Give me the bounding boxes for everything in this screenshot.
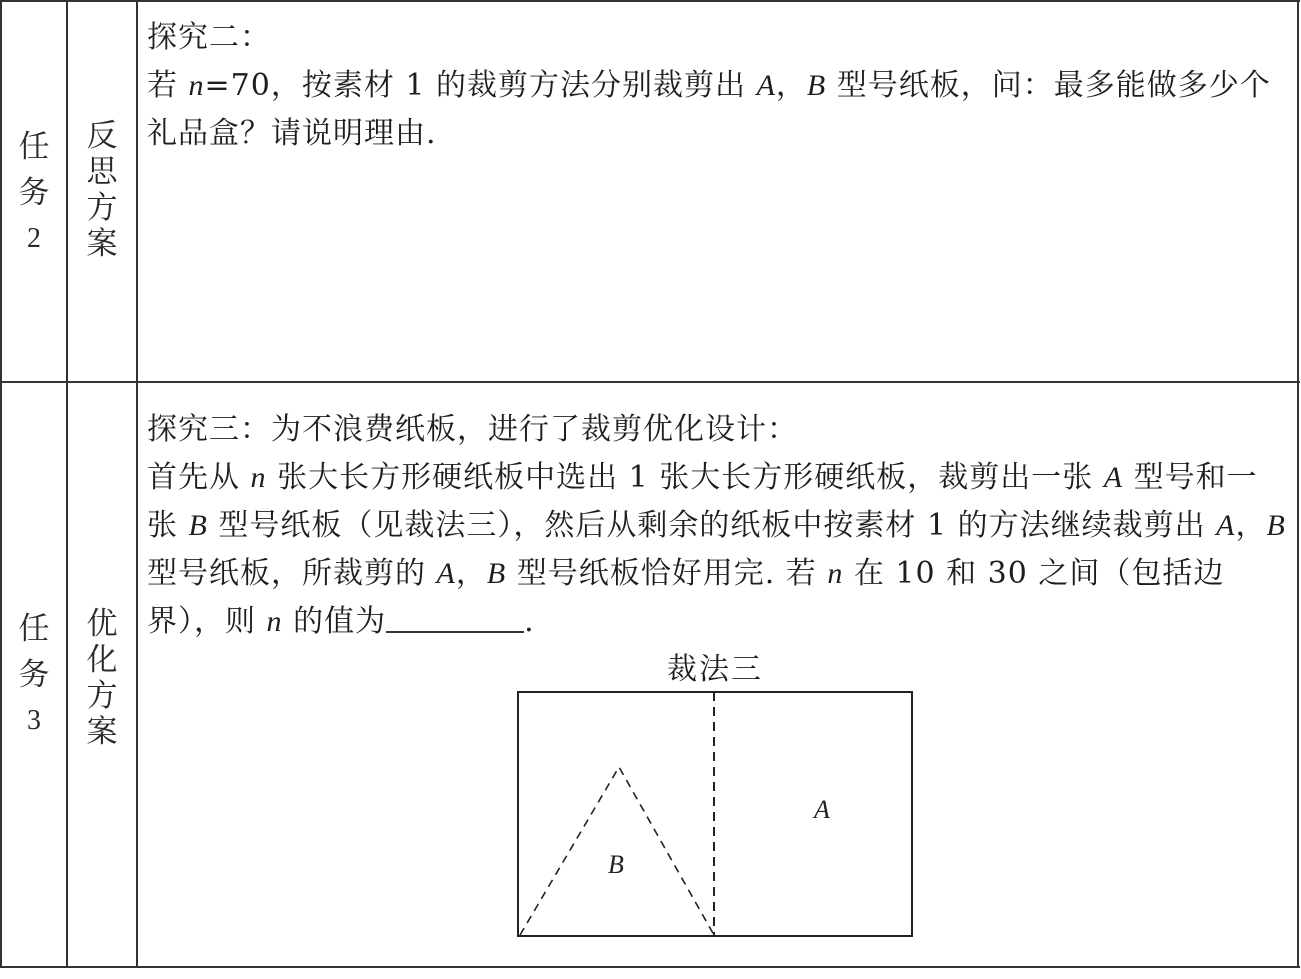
- sentence-end: .: [524, 604, 535, 639]
- label-b: B: [608, 850, 624, 879]
- triangle-b-outline: [520, 767, 714, 935]
- stage-label-reflect: [68, 118, 136, 262]
- stage-char: 案: [86, 714, 118, 750]
- task-char: 务: [18, 657, 50, 693]
- table-bottom-border: [0, 966, 1300, 968]
- label-a: A: [814, 795, 830, 824]
- column-divider-2: [136, 0, 138, 968]
- table-top-border: [0, 0, 1300, 2]
- figure-title: 裁法三: [667, 652, 763, 687]
- task-char: 任: [18, 129, 50, 165]
- answer-blank[interactable]: [386, 601, 524, 633]
- task-3-content: [147, 406, 1287, 646]
- task-number: 3: [27, 705, 41, 736]
- stage-char: 反: [86, 118, 118, 154]
- explore-three-body: [147, 454, 1287, 646]
- stage-char: 案: [86, 226, 118, 262]
- explore-three-text: 首先从 n 张大长方形硬纸板中选出 1 张大长方形硬纸板，裁剪出一张 A 型号和一张 B 型号纸板（见裁法三），然后从剩余的纸板中按素材 1 的方法继续裁剪出 A，B 型号纸板，所裁剪的 A，B 型号纸板恰好用完. 若 n 在 10 和 30 之间（包括边界），则 n 的值为: [147, 460, 1286, 639]
- explore-three-heading: 探究三：为不浪费纸板，进行了裁剪优化设计：: [147, 412, 798, 447]
- stage-char: 方: [86, 190, 118, 226]
- stage-char: 优: [86, 606, 118, 642]
- explore-two-heading: 探究二：: [147, 20, 271, 55]
- stage-label-optimize: [68, 606, 136, 750]
- task-label-3: [2, 606, 66, 744]
- task-2-content: [147, 14, 1287, 158]
- stage-char: 思: [86, 154, 118, 190]
- task-char: 务: [18, 175, 50, 211]
- table-right-border: [1297, 0, 1299, 968]
- cardboard-outline: [518, 692, 912, 936]
- stage-char: 方: [86, 678, 118, 714]
- task-label-2: [2, 124, 66, 262]
- explore-two-question: 若 n=70，按素材 1 的裁剪方法分别裁剪出 A，B 型号纸板，问：最多能做多少个礼品盒？请说明理由.: [147, 68, 1271, 151]
- task-number: 2: [27, 223, 41, 254]
- stage-char: 化: [86, 642, 118, 678]
- task-char: 任: [18, 611, 50, 647]
- row-divider: [0, 381, 1300, 383]
